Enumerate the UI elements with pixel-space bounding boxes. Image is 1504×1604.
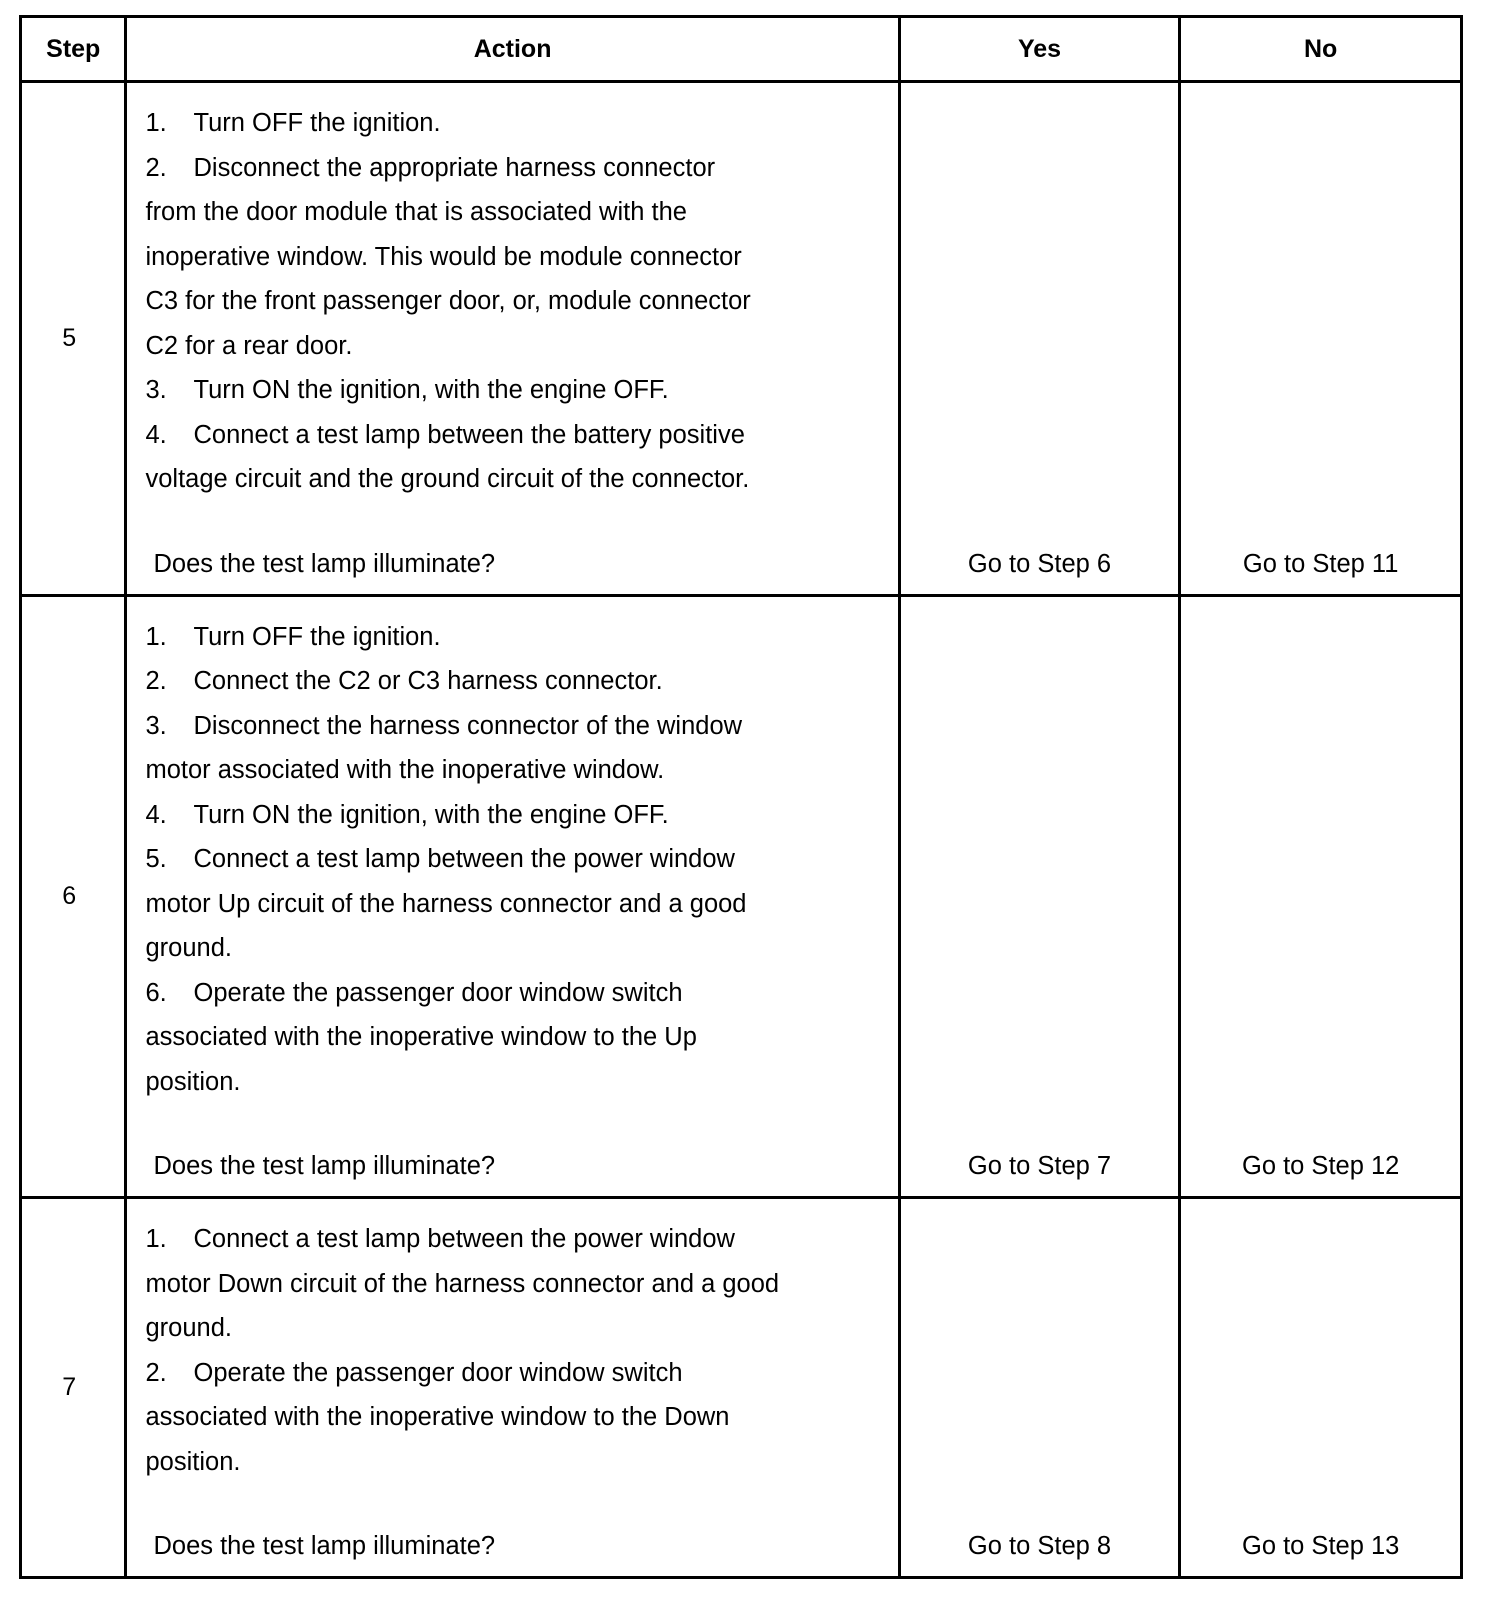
action-text: C2 for a rear door. (145, 331, 353, 360)
action-line (145, 1015, 881, 1060)
action-text: Disconnect the harness connector of the window (193, 711, 743, 740)
action-cell (126, 595, 899, 1198)
action-line (145, 413, 881, 458)
diagnostic-table (19, 15, 1463, 1579)
step-number: 6 (21, 595, 126, 1198)
action-question: Does the test lamp illuminate? (153, 549, 496, 578)
action-line (145, 1395, 881, 1440)
action-line (145, 1060, 881, 1105)
action-step-number: 1. (145, 1225, 167, 1253)
action-cell (126, 1198, 899, 1578)
action-step-number: 3. (145, 711, 167, 740)
action-line (145, 704, 881, 749)
action-step-number: 4. (145, 420, 167, 449)
action-line (145, 1351, 881, 1396)
action-text: voltage circuit and the ground circuit of the connector. (145, 465, 750, 493)
table-row (21, 1198, 1462, 1578)
action-step-number: 1. (145, 109, 167, 137)
action-line (145, 235, 881, 280)
no-result: Go to Step 11 (1242, 549, 1399, 578)
action-question: Does the test lamp illuminate? (153, 1532, 496, 1560)
action-line (145, 971, 881, 1016)
yes-cell (899, 82, 1180, 596)
header-action: Action (126, 17, 899, 82)
yes-result: Go to Step 8 (967, 1532, 1112, 1560)
action-line (145, 190, 881, 235)
action-line (145, 146, 881, 191)
action-text: Turn OFF the ignition. (193, 622, 441, 651)
action-text: from the door module that is associated with the (145, 198, 687, 226)
action-text: Turn OFF the ignition. (193, 109, 441, 137)
action-line (145, 101, 881, 146)
action-text: Turn ON the ignition, with the engine OFF. (193, 800, 669, 829)
action-text: ground. (145, 1314, 232, 1342)
no-cell (1180, 1198, 1462, 1578)
yes-cell (899, 1198, 1180, 1578)
action-text: position. (145, 1067, 241, 1096)
yes-cell (899, 595, 1180, 1198)
table-row (21, 595, 1462, 1198)
action-text: Connect a test lamp between the power window (193, 845, 735, 873)
no-result: Go to Step 13 (1241, 1532, 1400, 1560)
step-number: 7 (21, 1198, 126, 1578)
action-text: motor associated with the inoperative window. (145, 756, 665, 784)
action-text: Connect a test lamp between the battery positive (193, 420, 745, 449)
action-step-number: 3. (145, 376, 167, 404)
action-line (145, 324, 881, 369)
no-cell (1180, 595, 1462, 1198)
action-text: Disconnect the appropriate harness connector (193, 153, 716, 182)
header-row (21, 17, 1462, 82)
action-step-number: 2. (145, 667, 167, 695)
action-step-number: 2. (145, 1358, 167, 1387)
step-number: 5 (21, 82, 126, 596)
action-question: Does the test lamp illuminate? (153, 1152, 496, 1180)
action-text: motor Up circuit of the harness connector and a good (145, 889, 747, 918)
header-no: No (1180, 17, 1462, 82)
action-line (145, 882, 881, 927)
action-steps (145, 1199, 881, 1484)
action-line (145, 615, 881, 660)
action-step-number: 2. (145, 153, 167, 182)
action-line (145, 1262, 881, 1307)
action-text: ground. (145, 934, 232, 962)
action-line (145, 368, 881, 413)
action-line (145, 279, 881, 324)
header-yes: Yes (899, 17, 1180, 82)
action-text: position. (145, 1447, 241, 1476)
action-text: Connect a test lamp between the power window (193, 1225, 735, 1253)
action-text: motor Down circuit of the harness connector and a good (145, 1269, 780, 1298)
action-cell (126, 82, 899, 596)
action-line (145, 1306, 881, 1351)
action-text: Operate the passenger door window switch (193, 978, 683, 1007)
yes-result: Go to Step 6 (967, 549, 1112, 578)
action-text: Operate the passenger door window switch (193, 1358, 683, 1387)
action-steps (145, 83, 881, 502)
action-text: Connect the C2 or C3 harness connector. (193, 667, 663, 695)
action-text: Turn ON the ignition, with the engine OFF. (193, 376, 669, 404)
action-step-number: 6. (145, 978, 167, 1007)
action-text: associated with the inoperative window to the Up (145, 1023, 697, 1051)
action-line (145, 793, 881, 838)
table-row (21, 82, 1462, 596)
header-step: Step (21, 17, 126, 82)
action-line (145, 1217, 881, 1262)
no-result: Go to Step 12 (1241, 1152, 1400, 1180)
action-line (145, 837, 881, 882)
action-text: C3 for the front passenger door, or, module connector (145, 287, 751, 315)
action-step-number: 5. (145, 845, 167, 873)
no-cell (1180, 82, 1462, 596)
action-line (145, 926, 881, 971)
action-text: associated with the inoperative window to the Down (145, 1403, 730, 1431)
action-line (145, 457, 881, 502)
action-text: inoperative window. This would be module connector (145, 242, 742, 271)
yes-result: Go to Step 7 (967, 1152, 1112, 1180)
action-line (145, 748, 881, 793)
action-step-number: 1. (145, 622, 167, 651)
action-line (145, 1440, 881, 1485)
action-step-number: 4. (145, 800, 167, 829)
action-steps (145, 597, 881, 1105)
action-line (145, 659, 881, 704)
